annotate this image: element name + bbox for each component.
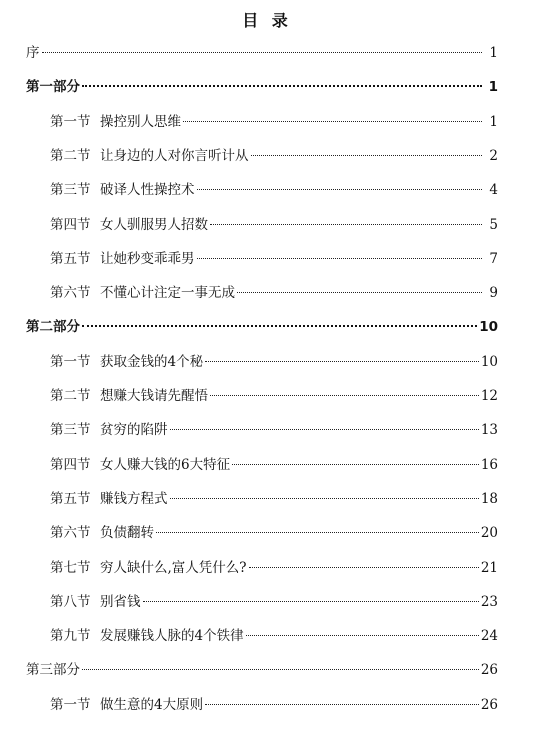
toc-entry[interactable] bbox=[50, 110, 498, 134]
dot-leader bbox=[205, 703, 479, 705]
dot-leader bbox=[156, 531, 479, 533]
toc-page-number: 1 bbox=[488, 79, 498, 96]
toc-entry-title: 让身边的人对你言听计从 bbox=[100, 147, 249, 164]
toc-entry-title: 女人驯服男人招数 bbox=[100, 216, 208, 233]
toc-section-number: 第二节 bbox=[50, 147, 91, 164]
toc-section-number: 第五节 bbox=[50, 250, 91, 267]
toc-section-number: 第二节 bbox=[50, 388, 91, 404]
toc-page-number: 9 bbox=[489, 285, 498, 302]
toc-page-number: 23 bbox=[480, 593, 498, 610]
toc-entry-label bbox=[50, 110, 181, 134]
toc-entry[interactable] bbox=[26, 75, 498, 99]
toc-entry-label bbox=[50, 624, 244, 648]
toc-entry-title: 破译人性操控术 bbox=[100, 182, 195, 199]
toc-entry[interactable] bbox=[50, 590, 498, 614]
toc-title: 目 录 bbox=[242, 11, 292, 30]
toc-page-number: 7 bbox=[489, 250, 498, 267]
dot-leader bbox=[183, 120, 482, 122]
toc-entry[interactable] bbox=[50, 281, 498, 305]
toc-entry[interactable] bbox=[50, 350, 498, 374]
toc-entry-label bbox=[26, 41, 40, 65]
toc-entry-label bbox=[50, 213, 208, 237]
toc-entry-title: 发展赚钱人脉的4个铁律 bbox=[100, 628, 244, 645]
toc-entry-label bbox=[26, 75, 80, 99]
toc-entry-title: 贫穷的陷阱 bbox=[100, 422, 168, 439]
toc-page-number: 18 bbox=[480, 490, 498, 507]
toc-entry-title: 赚钱方程式 bbox=[100, 490, 168, 507]
toc-entry[interactable] bbox=[50, 384, 498, 408]
toc-entry[interactable] bbox=[50, 247, 498, 271]
dot-leader bbox=[210, 394, 479, 396]
toc-entry[interactable] bbox=[50, 521, 498, 545]
toc-entry-label bbox=[50, 590, 141, 614]
toc-entry-label bbox=[50, 418, 168, 442]
toc-entry-title: 第三部分 bbox=[26, 662, 80, 679]
dot-leader bbox=[197, 188, 483, 190]
toc-entry-label bbox=[50, 247, 195, 271]
toc-section-number: 第四节 bbox=[50, 216, 91, 233]
toc-entry[interactable] bbox=[26, 315, 498, 339]
toc-entry-title: 序 bbox=[26, 45, 40, 61]
toc-page-number: 20 bbox=[480, 525, 498, 542]
toc-section-number: 第六节 bbox=[50, 525, 91, 542]
toc-page-number: 26 bbox=[480, 662, 498, 679]
toc-entry-title: 不懂心计注定一事无成 bbox=[100, 285, 235, 302]
toc-section-number: 第九节 bbox=[50, 628, 91, 645]
dot-leader bbox=[170, 497, 479, 499]
toc-entry-title: 做生意的4大原则 bbox=[100, 696, 204, 713]
toc-entry-title: 获取金钱的4个秘 bbox=[100, 353, 204, 370]
dot-leader bbox=[237, 291, 482, 293]
toc-section-number: 第八节 bbox=[50, 593, 91, 610]
dot-leader bbox=[82, 84, 482, 87]
toc-entry-label bbox=[50, 487, 168, 511]
dot-leader bbox=[143, 600, 479, 602]
dot-leader bbox=[170, 428, 479, 430]
toc-entry[interactable] bbox=[50, 624, 498, 648]
toc-page-number: 12 bbox=[480, 388, 498, 404]
toc-entry-title: 第二部分 bbox=[26, 319, 80, 336]
toc-entry-title: 第一部分 bbox=[26, 79, 80, 96]
toc-page-number: 13 bbox=[480, 422, 498, 439]
toc-entry-label bbox=[50, 281, 235, 305]
dot-leader bbox=[42, 51, 483, 53]
toc-entry[interactable] bbox=[50, 213, 498, 237]
toc-entry-title: 想赚大钱请先醒悟 bbox=[100, 388, 208, 404]
toc-section-number: 第七节 bbox=[50, 559, 91, 576]
toc-page-number: 26 bbox=[480, 696, 498, 713]
toc-entry-label bbox=[50, 144, 249, 168]
toc-section-number: 第一节 bbox=[50, 696, 91, 713]
toc-entry[interactable] bbox=[26, 658, 498, 682]
toc-page-number: 1 bbox=[489, 113, 498, 130]
toc-entry-label bbox=[50, 453, 230, 477]
toc-page-number: 10 bbox=[479, 319, 498, 336]
toc-entry[interactable] bbox=[50, 693, 498, 717]
dot-leader bbox=[251, 154, 483, 156]
dot-leader bbox=[82, 668, 479, 670]
toc-page-number: 1 bbox=[489, 45, 498, 61]
toc-page-number: 16 bbox=[480, 456, 498, 473]
toc-section-number: 第四节 bbox=[50, 456, 91, 473]
toc-entry-title: 操控别人思维 bbox=[100, 113, 181, 130]
toc-page-number: 5 bbox=[489, 216, 498, 233]
toc-entry[interactable] bbox=[50, 556, 498, 580]
dot-leader bbox=[197, 257, 483, 259]
toc-entry-title: 穷人缺什么,富人凭什么? bbox=[100, 559, 247, 576]
toc-entry-label bbox=[50, 384, 208, 408]
toc-section-number: 第一节 bbox=[50, 353, 91, 370]
toc-entry-label bbox=[50, 178, 195, 202]
dot-leader bbox=[210, 223, 482, 225]
toc-entry[interactable] bbox=[26, 41, 498, 65]
dot-leader bbox=[232, 463, 479, 465]
dot-leader bbox=[205, 360, 479, 362]
toc-entry-label bbox=[50, 556, 247, 580]
dot-leader bbox=[249, 566, 479, 568]
dot-leader bbox=[246, 634, 479, 636]
toc-section-number: 第三节 bbox=[50, 422, 91, 439]
toc-section-number: 第五节 bbox=[50, 490, 91, 507]
toc-entry-label bbox=[50, 350, 203, 374]
toc-entry-title: 别省钱 bbox=[100, 593, 141, 610]
toc-entry[interactable] bbox=[50, 178, 498, 202]
toc-page-number: 24 bbox=[480, 628, 498, 645]
toc-section-number: 第三节 bbox=[50, 182, 91, 199]
toc-entry-label bbox=[26, 315, 80, 339]
dot-leader bbox=[82, 324, 477, 327]
toc-entry[interactable] bbox=[50, 453, 498, 477]
toc-section-number: 第一节 bbox=[50, 113, 91, 130]
toc-entry[interactable] bbox=[50, 487, 498, 511]
toc-section-number: 第六节 bbox=[50, 285, 91, 302]
toc-entry-label bbox=[50, 521, 154, 545]
toc-entry[interactable] bbox=[50, 418, 498, 442]
toc-page-number: 10 bbox=[480, 353, 498, 370]
toc-entry[interactable] bbox=[50, 144, 498, 168]
toc-entry-title: 让她秒变乖乖男 bbox=[100, 250, 195, 267]
toc-entry-title: 负债翻转 bbox=[100, 525, 154, 542]
toc-entry-title: 女人赚大钱的6大特征 bbox=[100, 456, 231, 473]
toc-page-number: 2 bbox=[489, 147, 498, 164]
toc-entry-label bbox=[26, 658, 80, 682]
toc-page-number: 4 bbox=[489, 182, 498, 199]
toc-page-number: 21 bbox=[480, 559, 498, 576]
toc-entry-label bbox=[50, 693, 203, 717]
